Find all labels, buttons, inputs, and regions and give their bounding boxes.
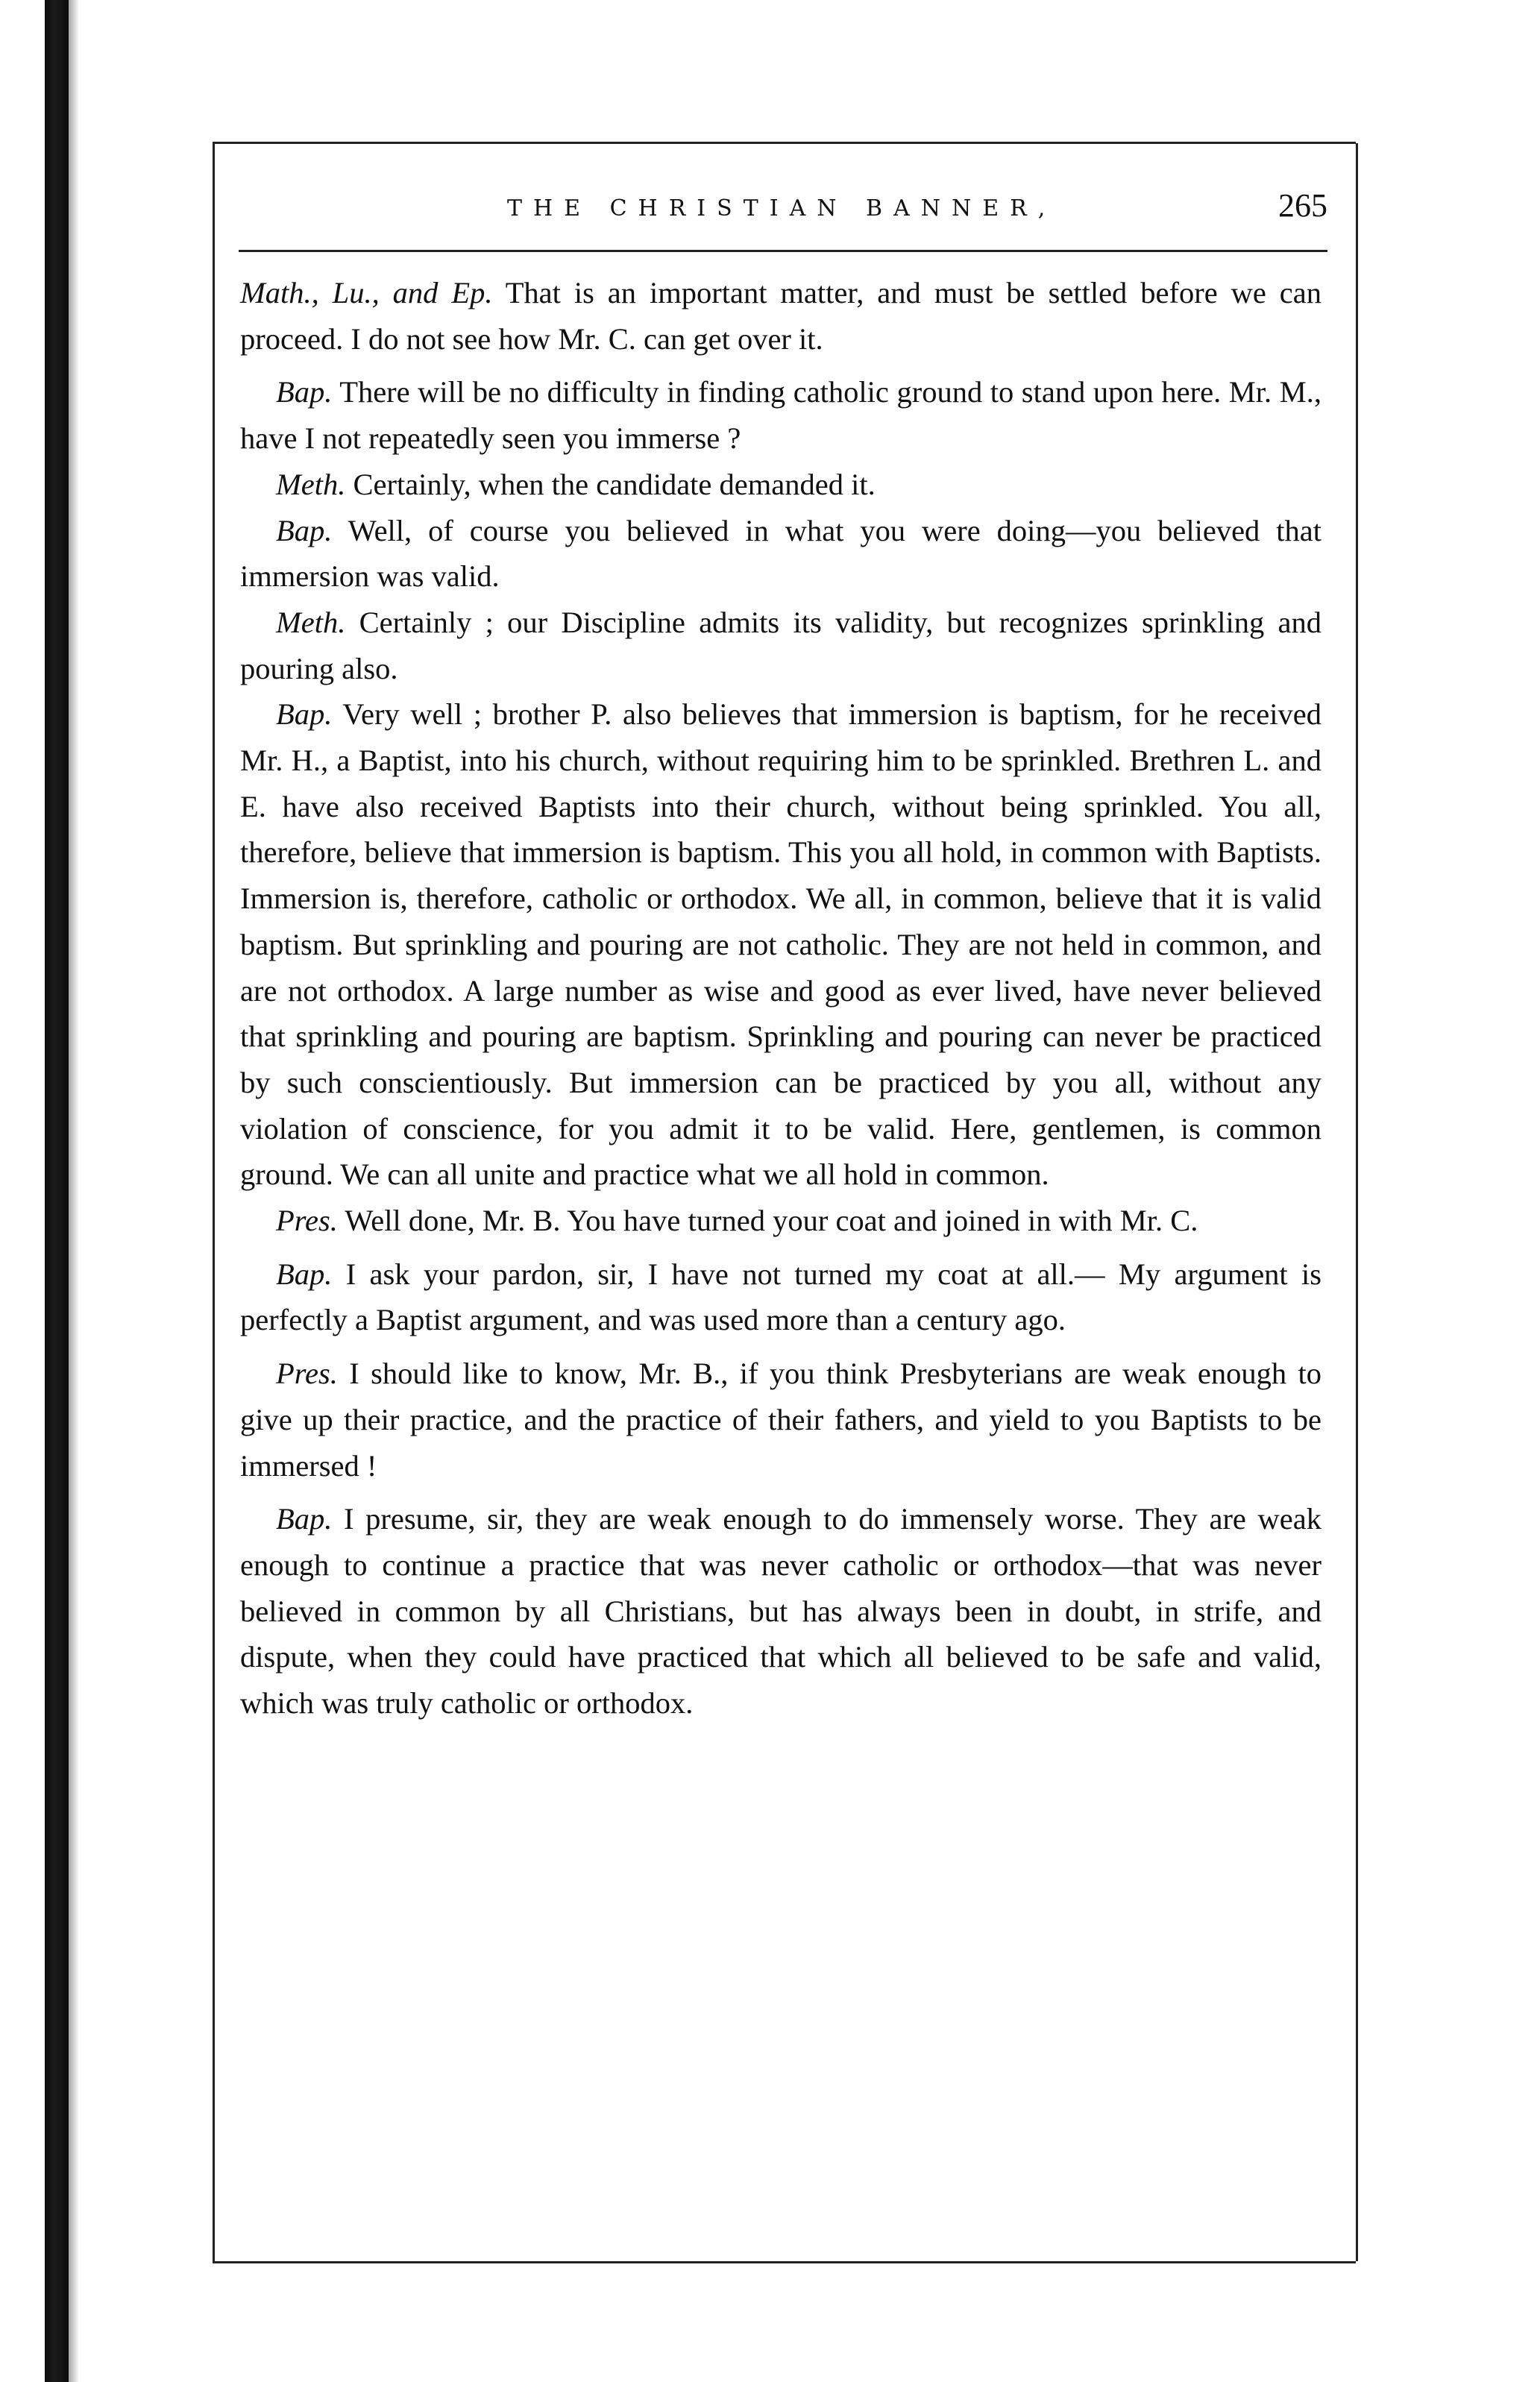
speaker-label: Bap. [276,697,333,732]
paragraph-text: Certainly, when the candidate demanded it. [353,467,876,501]
header-rule [239,250,1327,252]
speaker-label: Bap. [276,513,333,547]
paragraph-text: I should like to know, Mr. B., if you think Presbyterians are weak enough to give up their practice, and the practice of their fathers, and yield to you Baptists to be immersed ! [240,1357,1322,1483]
body-text [240,270,1321,1726]
paragraph [240,369,1321,461]
paragraph [240,462,1321,508]
running-head [239,186,1327,239]
speaker-label: Pres. [276,1204,338,1238]
paragraph-text: Certainly ; our Discipline admits its validity, but recognizes sprinkling and pouring also. [240,605,1322,685]
running-head-title: THE CHRISTIAN BANNER, [507,195,1057,221]
speaker-label: Meth. [276,467,346,501]
paragraph [240,1198,1321,1244]
speaker-label: Meth. [276,605,346,639]
paragraph [240,691,1321,1198]
page-number: 265 [1278,187,1327,224]
page-border-bottom [213,2261,1356,2263]
paragraph-text: Well done, Mr. B. You have turned your coat and joined in with Mr. C. [345,1204,1198,1238]
paragraph-text: Very well ; brother P. also believes that immersion is baptism, for he received Mr. H., a Baptist, into his church, without requiring him to be sprinkled. Brethren L. and E. have also received Baptists into their church, without being sprinkled. You all, therefore, believe that immersion is baptism. This you all hold, in common with Baptists. Immersion is, therefore, catholic or orthodox. We all, in common, believe that it is valid baptism. But sprinkling and pouring are not catholic. They are not held in common, and are not orthodox. A large number as wise and good as ever lived, have never believed that sprinkling and pouring are baptism. Sprinkling and pouring can never be practiced by such conscientiously. But immersion can be practiced by you all, without any violation of conscience, for you admit it to be valid. Here, gentlemen, is common ground. We can all unite and practice what we all hold in common. [240,697,1321,1192]
speaker-label: Bap. [276,1502,333,1536]
paragraph-text: There will be no difficulty in finding catholic ground to stand upon here. Mr. M., have I not repeatedly seen you immerse ? [240,375,1321,456]
paragraph-text: I presume, sir, they are weak enough to do immensely worse. They are weak enough to continue a practice that was never catholic or orthodox—that was never believed in common by all Christians, but has always been in doubt, in strife, and dispute, when they could have practiced that which all believed to be safe and valid, which was truly catholic or orthodox. [240,1502,1322,1720]
paragraph-text: Well, of course you believed in what you were doing—you believed that immersion was valid. [240,513,1321,594]
gutter-shadow [69,0,79,2382]
paragraph [240,1496,1321,1726]
speaker-label: Math., Lu., and Ep. [240,276,493,309]
paragraph [240,1351,1321,1489]
book-spine-shadow [45,0,69,2382]
paragraph [240,270,1321,362]
paragraph-text: I ask your pardon, sir, I have not turned my coat at all.— My argument is perfectly a Baptist argument, and was used more than a century ago. [240,1257,1322,1337]
speaker-label: Bap. [276,1257,333,1291]
paragraph-text: That is an important matter, and must be settled before we can proceed. I do not see how Mr. C. can get over it. [240,276,1321,356]
speaker-label: Bap. [276,375,333,409]
paragraph [240,1251,1321,1343]
paragraph [240,508,1321,600]
speaker-label: Pres. [276,1357,338,1391]
paragraph [240,600,1321,691]
